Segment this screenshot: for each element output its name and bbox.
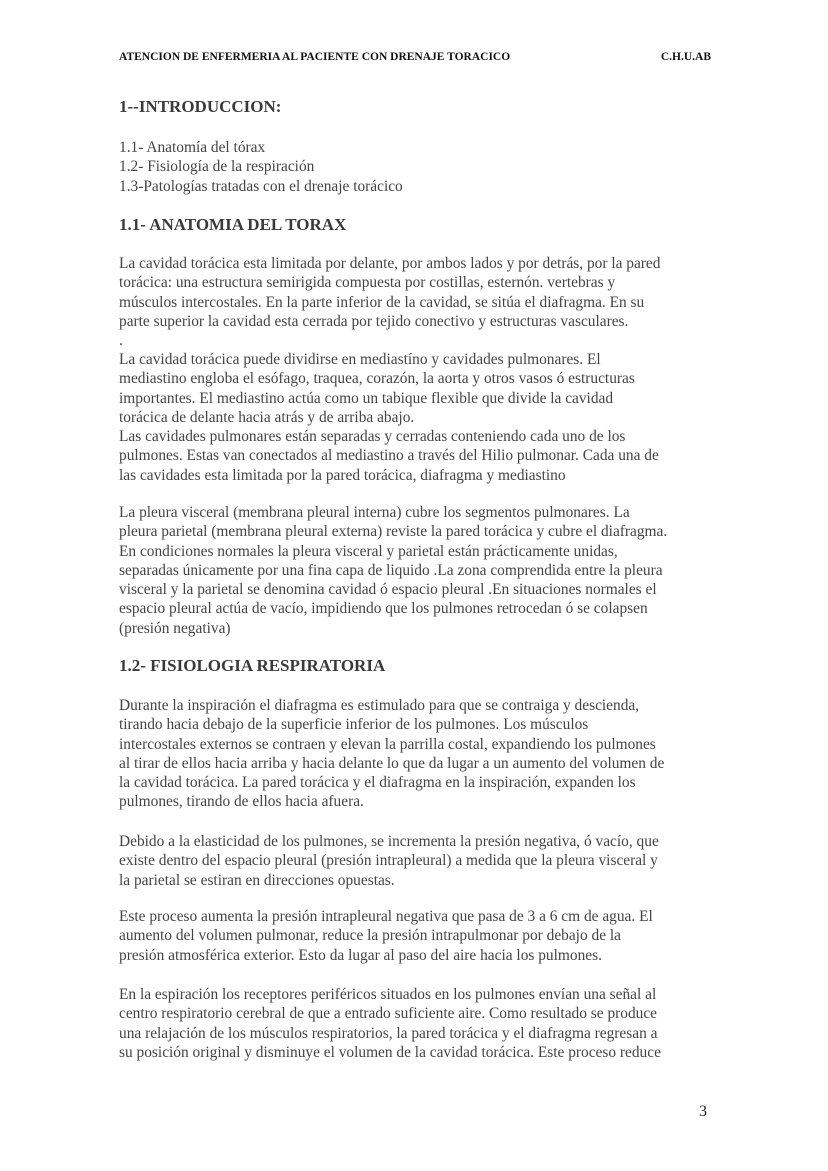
- text-line: torácica de delante hacia atrás y de arriba abajo.: [119, 408, 415, 426]
- text-line: La cavidad torácica puede dividirse en mediastíno y cavidades pulmonares. El: [119, 351, 601, 368]
- text-line: pulmones, tirando de ellos hacia afuera.: [119, 793, 364, 811]
- text-line: intercostales externos se contraen y elevan la parrilla costal, expandiendo los pulmones: [119, 735, 656, 753]
- text-line: su posición original y disminuye el volumen de la cavidad torácica. Este proceso reduce: [119, 1043, 661, 1061]
- physiology-paragraph-4: [119, 985, 719, 1062]
- text-line: la parietal se estiran en direcciones opuestas.: [119, 871, 395, 889]
- anatomy-paragraph-3: [119, 503, 719, 638]
- text-line: visceral y la parietal se denomina cavidad ó espacio pleural .En situaciones normales el: [119, 581, 657, 599]
- physiology-paragraph-1: [119, 696, 719, 812]
- header-title: ATENCION DE ENFERMERIA AL PACIENTE CON DRENAJE TORACICO: [119, 51, 511, 63]
- page-number: 3: [699, 1103, 707, 1120]
- text-line: aumento del volumen pulmonar, reduce la presión intrapulmonar por debajo de la: [119, 927, 621, 945]
- text-line: una relajación de los músculos respiratorios, la pared torácica y el diafragma regresan a: [119, 1024, 658, 1042]
- intro-heading: 1--INTRODUCCION:: [119, 97, 282, 116]
- text-line: espacio pleural actúa de vacío, impidiendo que los pulmones retrocedan ó se colapsen: [119, 600, 648, 618]
- toc-item: 1.1- Anatomía del tórax: [119, 139, 266, 156]
- text-line: Durante la inspiración el diafragma es estimulado para que se contraiga y descienda,: [119, 697, 640, 714]
- text-line: torácica: una estructura semirigida compuesta por costillas, esternón. vertebras y: [119, 274, 616, 292]
- text-line: En condiciones normales la pleura visceral y parietal están prácticamente unidas,: [119, 542, 618, 560]
- header-org: C.H.U.AB: [660, 51, 711, 63]
- physiology-paragraph-3: [119, 907, 719, 965]
- physiology-heading: 1.2- FISIOLOGIA RESPIRATORIA: [119, 656, 386, 675]
- physiology-paragraph-2: [119, 832, 719, 890]
- anatomy-paragraph-1: [119, 254, 719, 350]
- text-line: centro respiratorio cerebral de que a entrado suficiente aire. Como resultado se produce: [119, 1005, 658, 1023]
- text-line: Las cavidades pulmonares están separadas y cerradas conteniendo cada uno de los: [119, 428, 626, 446]
- text-line: pleura parietal (membrana pleural externa) reviste la pared torácica y cubre el diafragma.: [119, 523, 668, 541]
- text-line: En la espiración los receptores periféricos situados en los pulmones envían una señal al: [119, 986, 657, 1003]
- text-line: separadas únicamente por una fina capa de liquido .La zona comprendida entre la pleura: [119, 561, 663, 579]
- text-line: Debido a la elasticidad de los pulmones, se incrementa la presión negativa, ó vacío, que: [119, 833, 659, 850]
- intro-toc: [119, 138, 719, 196]
- text-line: parte superior la cavidad esta cerrada por tejido conectivo y estructuras vasculares.: [119, 312, 629, 330]
- text-line: la cavidad torácica. La pared torácica y el diafragma en la inspiración, expanden los: [119, 774, 636, 792]
- text-line: las cavidades esta limitada por la pared torácica, diafragma y mediastino: [119, 466, 566, 484]
- page-header: [119, 51, 711, 67]
- text-line: músculos intercostales. En la parte inferior de la cavidad, se sitúa el diafragma. En su: [119, 293, 645, 311]
- text-line: (presión negativa): [119, 619, 231, 637]
- text-line: presión atmosférica exterior. Esto da lugar al paso del aire hacia los pulmones.: [119, 946, 602, 964]
- text-line: .: [119, 332, 123, 350]
- text-line: La pleura visceral (membrana pleural interna) cubre los segmentos pulmonares. La: [119, 504, 630, 521]
- text-line: mediastino engloba el esófago, traquea, corazón, la aorta y otros vasos ó estructuras: [119, 370, 635, 388]
- anatomy-heading: 1.1- ANATOMIA DEL TORAX: [119, 215, 347, 234]
- text-line: importantes. El mediastino actúa como un tabique flexible que divide la cavidad: [119, 389, 614, 407]
- text-line: existe dentro del espacio pleural (presión intrapleural) a medida que la pleura visceral y: [119, 852, 658, 870]
- toc-item: 1.2- Fisiología de la respiración: [119, 158, 315, 176]
- text-line: tirando hacia debajo de la superficie inferior de los pulmones. Los músculos: [119, 716, 589, 734]
- anatomy-paragraph-2: [119, 350, 719, 485]
- text-line: al tirar de ellos hacia arriba y hacia delante lo que da lugar a un aumento del volumen de: [119, 754, 665, 772]
- text-line: Este proceso aumenta la presión intrapleural negativa que pasa de 3 a 6 cm de agua. El: [119, 908, 653, 925]
- text-line: pulmones. Estas van conectados al mediastino a través del Hilio pulmonar. Cada una de: [119, 447, 659, 465]
- toc-item: 1.3-Patologías tratadas con el drenaje torácico: [119, 177, 403, 195]
- text-line: La cavidad torácica esta limitada por delante, por ambos lados y por detrás, por la pared: [119, 255, 661, 272]
